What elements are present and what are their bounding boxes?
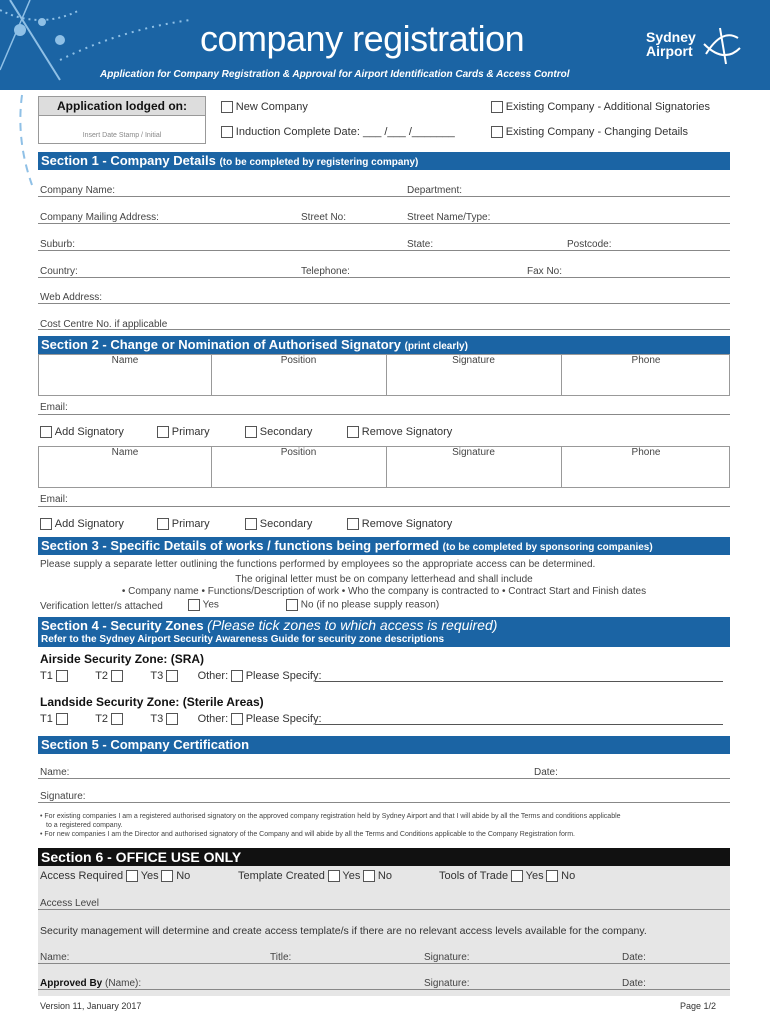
lodged-title: Application lodged on: — [39, 97, 205, 116]
secondary-checkbox-2[interactable] — [245, 518, 257, 530]
section-3-header: Section 3 - Specific Details of works / functions being performed (to be completed by sponsoring companies) — [38, 537, 730, 555]
secondary-checkbox-1[interactable] — [245, 426, 257, 438]
remove-signatory-option-1[interactable]: Remove Signatory — [347, 426, 452, 438]
remove-signatory-checkbox-2[interactable] — [347, 518, 359, 530]
template-created-yes-checkbox[interactable] — [328, 870, 340, 882]
verification-yes-option[interactable]: Yes — [188, 599, 219, 611]
signatory-table-1 — [38, 354, 730, 396]
remove-signatory-checkbox-1[interactable] — [347, 426, 359, 438]
primary-option-2[interactable]: Primary — [157, 518, 210, 530]
office-name-label: Name: — [40, 952, 70, 963]
existing-additional-checkbox[interactable] — [491, 101, 503, 113]
col-phone: Phone — [631, 447, 661, 458]
tools-yes-checkbox[interactable] — [511, 870, 523, 882]
add-signatory-checkbox-1[interactable] — [40, 426, 52, 438]
col-phone: Phone — [631, 355, 661, 366]
verification-no-option[interactable]: No (if no please supply reason) — [286, 599, 439, 611]
company-name-label: Company Name: — [40, 185, 116, 196]
web-address-field[interactable] — [38, 303, 730, 304]
street-no-label: Street No: — [301, 212, 347, 223]
approved-by-field[interactable] — [38, 989, 730, 990]
page-number: Page 1/2 — [680, 1001, 717, 1011]
office-signature-label: Signature: — [424, 952, 470, 963]
page-title: company registration — [200, 18, 525, 59]
add-signatory-option-2[interactable]: Add Signatory — [40, 518, 124, 530]
airside-t3-checkbox[interactable] — [166, 670, 178, 682]
airside-t2-checkbox[interactable] — [111, 670, 123, 682]
airside-specify-field[interactable] — [315, 681, 723, 682]
col-position: Position — [280, 447, 317, 458]
section-1-header: Section 1 - Company Details (to be completed by registering company) — [38, 152, 730, 170]
email-label-1: Email: — [40, 402, 68, 413]
cert-name-label: Name: — [40, 767, 70, 778]
email-field-2[interactable] — [38, 506, 730, 507]
cert-signature-field[interactable] — [38, 802, 730, 803]
verification-label: Verification letter/s attached — [40, 601, 163, 612]
lodged-stamp-box — [38, 96, 206, 144]
option-existing-changing[interactable]: Existing Company - Changing Details — [491, 126, 688, 138]
mailing-address-label: Company Mailing Address: — [40, 212, 159, 223]
company-name-field[interactable] — [38, 196, 730, 197]
signatory-table-2 — [38, 446, 730, 488]
office-name-field[interactable] — [38, 963, 730, 964]
country-field[interactable] — [38, 277, 730, 278]
primary-option-1[interactable]: Primary — [157, 426, 210, 438]
page-subtitle: Application for Company Registration & Approval for Airport Identification Cards & Access Control — [100, 69, 570, 80]
template-created-no-checkbox[interactable] — [363, 870, 375, 882]
tools-of-trade-row: Tools of Trade Yes No — [439, 870, 576, 882]
access-required-yes-checkbox[interactable] — [126, 870, 138, 882]
airside-zone-options: T1 T2 T3 Other: Please Specify: — [40, 670, 322, 682]
office-title-label: Title: — [270, 952, 292, 963]
cost-centre-field[interactable] — [38, 329, 730, 330]
cost-centre-label: Cost Centre No. if applicable — [40, 319, 168, 330]
suburb-field[interactable] — [38, 250, 730, 251]
primary-checkbox-2[interactable] — [157, 518, 169, 530]
version-label: Version 11, January 2017 — [40, 1001, 142, 1011]
section-6-header: Section 6 - OFFICE USE ONLY — [38, 848, 730, 866]
lodged-stamp-hint: Insert Date Stamp / Initial — [82, 132, 162, 139]
logo-swirl-icon — [700, 24, 744, 68]
cert-name-field[interactable] — [38, 778, 730, 779]
state-label: State: — [407, 239, 434, 250]
col-signature: Signature — [452, 355, 495, 366]
col-signature: Signature — [452, 447, 495, 458]
existing-changing-checkbox[interactable] — [491, 126, 503, 138]
page-header — [0, 0, 770, 90]
works-instruction: Please supply a separate letter outlining the functions performed by employees so the appropriate access can be determined. — [40, 559, 596, 570]
option-induction[interactable]: Induction Complete Date: ___ /___ /_______ — [221, 126, 455, 138]
col-name: Name — [111, 447, 139, 458]
email-label-2: Email: — [40, 494, 68, 505]
access-level-field[interactable] — [38, 909, 730, 910]
letter-requirements: • Company name • Functions/Description of work • Who the company is contracted to • Contract Start and Finish dates — [121, 586, 647, 597]
access-required-row: Access Required Yes No — [40, 870, 191, 882]
secondary-option-1[interactable]: Secondary — [245, 426, 312, 438]
tools-no-checkbox[interactable] — [546, 870, 558, 882]
secondary-option-2[interactable]: Secondary — [245, 518, 312, 530]
primary-checkbox-1[interactable] — [157, 426, 169, 438]
section-5-header: Section 5 - Company Certification — [38, 736, 730, 754]
airside-zone-title: Airside Security Zone: (SRA) — [40, 652, 205, 666]
certification-terms: • For existing companies I am a registered authorised signatory on the approved company registration held by Sydney Airport and that I will abide by all the Terms and conditions applicable to a registered company. • For new companies I am the Director and authorised signatory of the Company and will abide by all the Terms and Conditions applicable to the Company Registration form. — [40, 813, 621, 838]
country-label: Country: — [40, 266, 78, 277]
section-4-header: Section 4 - Security Zones (Please tick zones to which access is required) Refer to the Sydney Airport Security Awareness Guide for security zone descriptions — [38, 617, 730, 647]
remove-signatory-option-2[interactable]: Remove Signatory — [347, 518, 452, 530]
option-existing-additional[interactable]: Existing Company - Additional Signatories — [491, 101, 710, 113]
office-date-label: Date: — [622, 952, 646, 963]
add-signatory-checkbox-2[interactable] — [40, 518, 52, 530]
approved-by-label: Approved By (Name): — [40, 978, 142, 989]
landside-other-checkbox[interactable] — [231, 713, 243, 725]
add-signatory-option-1[interactable]: Add Signatory — [40, 426, 124, 438]
landside-specify-field[interactable] — [315, 724, 723, 725]
approved-date-label: Date: — [622, 978, 646, 989]
street-name-label: Street Name/Type: — [407, 212, 491, 223]
sydney-airport-logo: Sydney Airport — [646, 29, 696, 59]
approved-signature-label: Signature: — [424, 978, 470, 989]
verification-no-checkbox[interactable] — [286, 599, 298, 611]
template-created-row: Template Created Yes No — [238, 870, 392, 882]
landside-t2-checkbox[interactable] — [111, 713, 123, 725]
cert-date-label: Date: — [534, 767, 558, 778]
fax-label: Fax No: — [527, 266, 563, 277]
induction-checkbox[interactable] — [221, 126, 233, 138]
landside-zone-title: Landside Security Zone: (Sterile Areas) — [40, 695, 264, 709]
landside-t3-checkbox[interactable] — [166, 713, 178, 725]
option-new-company[interactable]: New Company — [221, 101, 308, 113]
security-management-note: Security management will determine and create access template/s if there are no relevant access levels available for the company. — [40, 925, 647, 937]
landside-zone-options: T1 T2 T3 Other: Please Specify: — [40, 713, 322, 725]
verification-yes-checkbox[interactable] — [188, 599, 200, 611]
col-name: Name — [111, 355, 139, 366]
cert-signature-label: Signature: — [40, 791, 86, 802]
section-2-header: Section 2 - Change or Nomination of Authorised Signatory (print clearly) — [38, 336, 730, 354]
access-level-label: Access Level — [40, 898, 99, 909]
airside-t1-checkbox[interactable] — [56, 670, 68, 682]
col-position: Position — [280, 355, 317, 366]
department-label: Department: — [407, 185, 463, 196]
postcode-label: Postcode: — [567, 239, 612, 250]
suburb-label: Suburb: — [40, 239, 76, 250]
mailing-address-field[interactable] — [38, 223, 730, 224]
access-required-no-checkbox[interactable] — [161, 870, 173, 882]
email-field-1[interactable] — [38, 414, 730, 415]
letterhead-note: The original letter must be on company letterhead and shall include — [235, 574, 533, 585]
telephone-label: Telephone: — [301, 266, 350, 277]
new-company-checkbox[interactable] — [221, 101, 233, 113]
landside-t1-checkbox[interactable] — [56, 713, 68, 725]
airside-other-checkbox[interactable] — [231, 670, 243, 682]
web-address-label: Web Address: — [40, 292, 103, 303]
